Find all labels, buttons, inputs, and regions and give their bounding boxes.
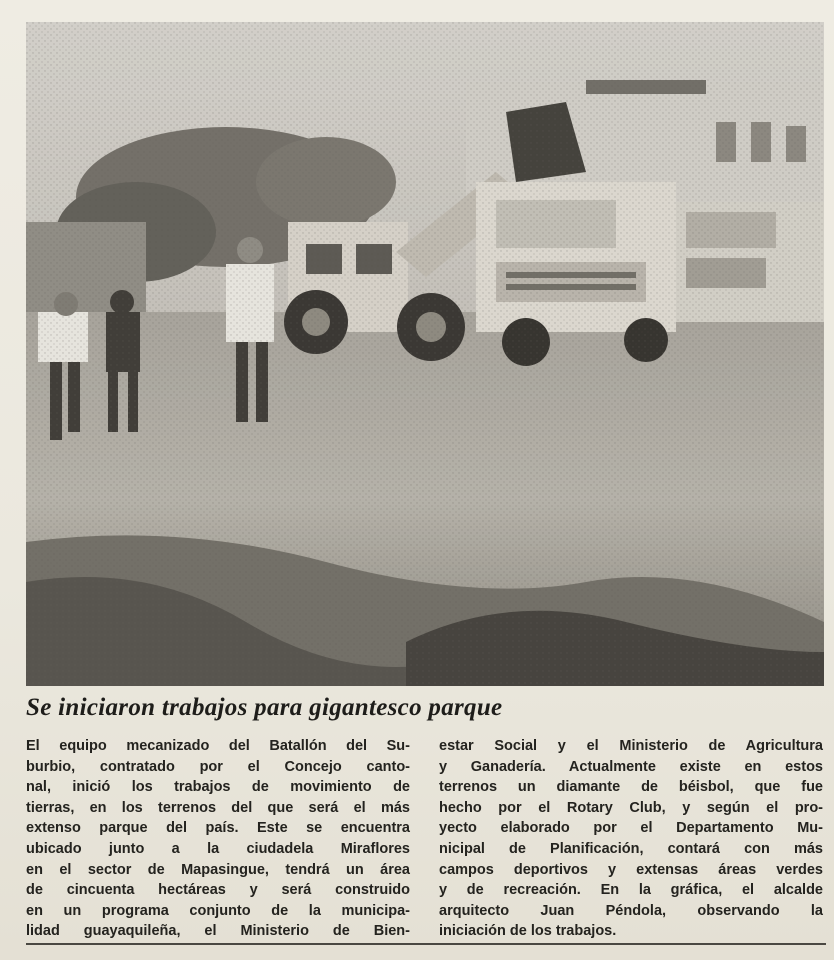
text-line: tierras, en los terrenos del que será el más — [26, 799, 410, 816]
text-line: hecho por el Rotary Club, y según el pro- — [439, 799, 823, 816]
text-line: yecto elaborado por el Departamento Mu- — [439, 820, 823, 837]
text-line: lidad guayaquileña, el Ministerio de Bien- — [26, 923, 410, 940]
text-line: y Ganadería. Actualmente existe en estos — [439, 758, 823, 775]
text-line: y de recreación. En la gráfica, el alcalde — [439, 882, 823, 899]
text-line: nal, inició los trabajos de movimiento de — [26, 779, 410, 796]
news-photo — [26, 22, 824, 686]
text-line: iniciación de los trabajos. — [439, 923, 617, 940]
text-line: en el sector de Mapasingue, tendrá un área — [26, 861, 410, 878]
text-line: burbio, contratado por el Concejo canto- — [26, 758, 410, 775]
text-line: ubicado junto a la ciudadela Miraflores — [26, 840, 410, 857]
text-line: arquitecto Juan Péndola, observando la — [439, 902, 823, 919]
text-line: de cincuenta hectáreas y será construido — [26, 882, 410, 899]
text-line: nicipal de Planificación, contará con más — [439, 840, 823, 857]
text-line: terrenos un diamante de béisbol, que fue — [439, 779, 823, 796]
article-column-right — [439, 736, 823, 942]
text-line: campos deportivos y extensas áreas verdes — [439, 861, 823, 878]
text-line: en un programa conjunto de la municipa- — [26, 902, 410, 919]
text-line: El equipo mecanizado del Batallón del Su- — [26, 738, 410, 754]
text-line: estar Social y el Ministerio de Agricultura — [439, 738, 823, 754]
bottom-rule — [26, 943, 826, 945]
article-headline: Se iniciaron trabajos para gigantesco parque — [26, 694, 503, 721]
photo-illustration — [26, 22, 824, 686]
article-column-left — [26, 736, 410, 942]
text-line: extenso parque del país. Este se encuentra — [26, 820, 410, 837]
